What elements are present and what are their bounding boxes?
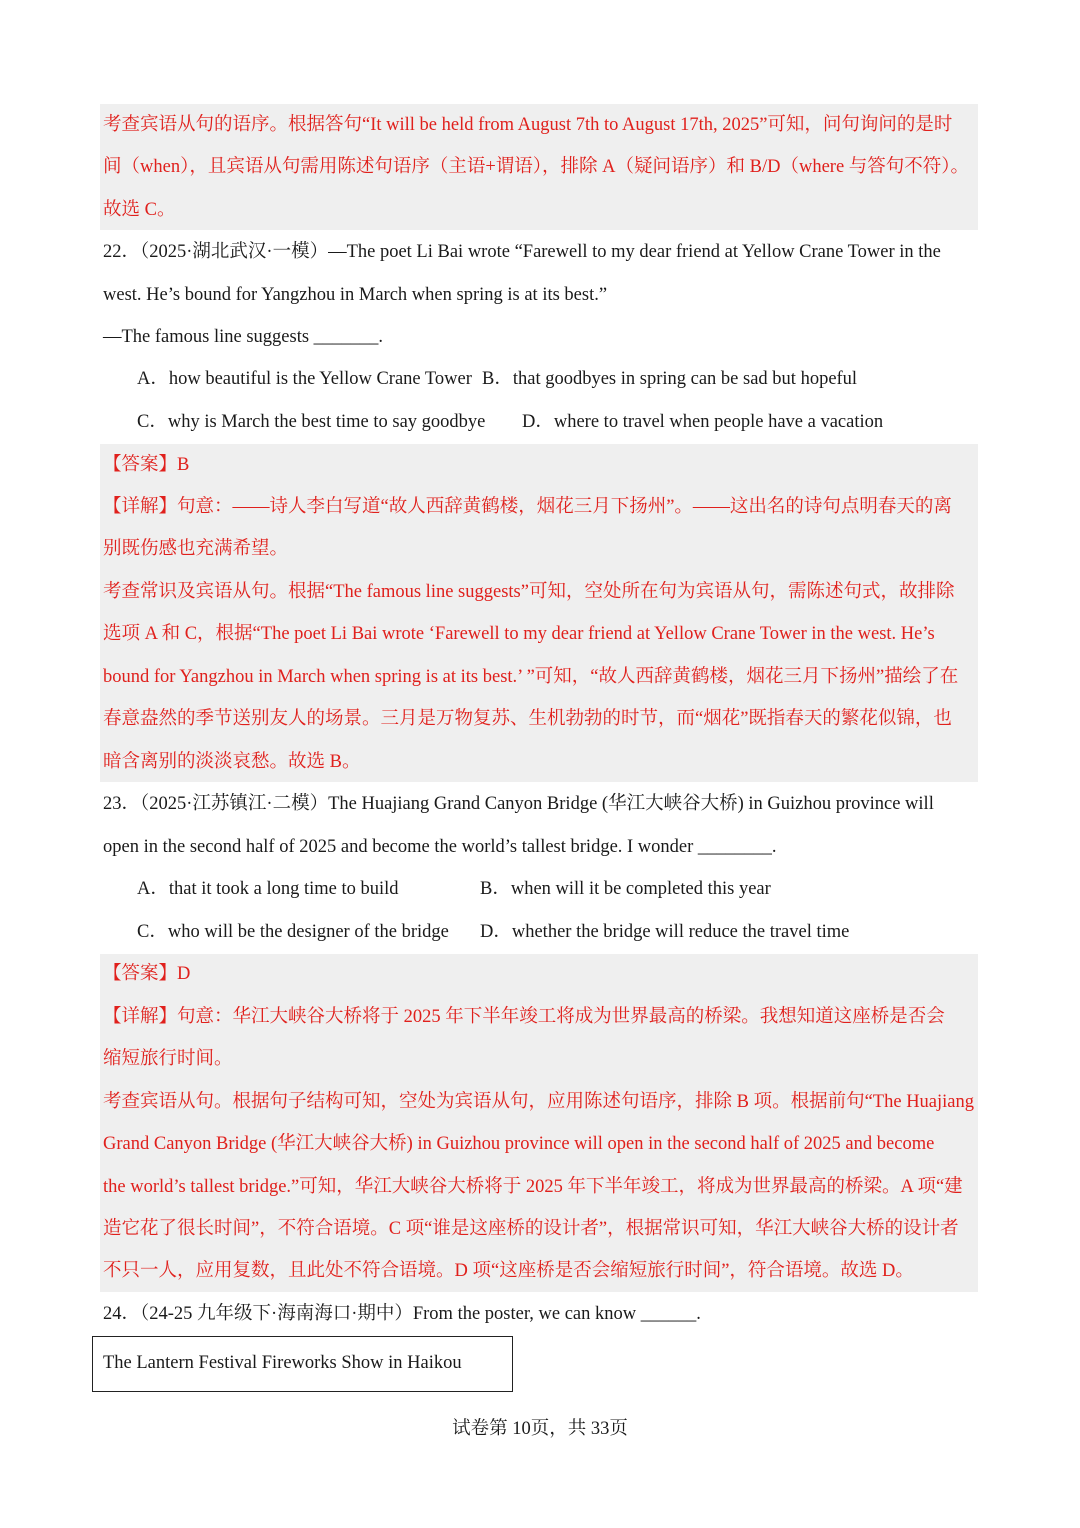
q23-option-b: B．when will it be completed this year <box>480 879 771 899</box>
q23-answer: 【答案】D <box>103 964 191 984</box>
page-footer: 试卷第 10页，共 33页 <box>452 1419 628 1439</box>
q23-detail-line: 造它花了很长时间”，不符合语境。C 项“谁是这座桥的设计者”，根据常识可知，华江大峡谷大桥的设计者 <box>103 1219 959 1239</box>
q22-detail-line: 考查常识及宾语从句。根据“The famous line suggests”可知，空处所在句为宾语从句，需陈述句式，故排除 <box>103 582 955 602</box>
q23-option-a: A．that it took a long time to build <box>137 879 399 899</box>
q23-option-d: D．whether the bridge will reduce the travel time <box>480 922 850 942</box>
q22-detail-line: 别既伤感也充满希望。 <box>103 539 289 559</box>
q24-stem: 24．（24-25 九年级下·海南海口·期中）From the poster, we can know ______. <box>103 1304 701 1324</box>
q23-stem-line: open in the second half of 2025 and become the world’s tallest bridge. I wonder ________. <box>103 837 777 857</box>
q23-option-c: C．who will be the designer of the bridge <box>137 922 449 942</box>
q22-stem-line: 22．（2025·湖北武汉·一模）—The poet Li Bai wrote “Farewell to my dear friend at Yellow Crane Tower in the <box>103 242 941 262</box>
q22-detail-line: 暗含离别的淡淡哀愁。故选 B。 <box>103 752 361 772</box>
poster-title: The Lantern Festival Fireworks Show in Haikou <box>103 1353 462 1373</box>
q21-exp-line: 考查宾语从句的语序。根据答句“It will be held from August 7th to August 17th, 2025”可知，问句询问的是时 <box>103 115 953 135</box>
q22-option-d: D．where to travel when people have a vacation <box>522 412 884 432</box>
q22-detail-line: 【详解】句意：——诗人李白写道“故人西辞黄鹤楼，烟花三月下扬州”。——这出名的诗句点明春天的离 <box>103 497 952 517</box>
q23-stem-line: 23．（2025·江苏镇江·二模）The Huajiang Grand Canyon Bridge (华江大峡谷大桥) in Guizhou province will <box>103 794 934 814</box>
q23-detail-line: 缩短旅行时间。 <box>103 1049 233 1069</box>
q23-detail-line: 考查宾语从句。根据句子结构可知，空处为宾语从句，应用陈述句语序，排除 B 项。根据前句“The Huajiang <box>103 1092 975 1112</box>
q21-exp-line: 故选 C。 <box>103 200 176 220</box>
q22-answer: 【答案】B <box>103 455 190 475</box>
q21-exp-line: 间（when），且宾语从句需用陈述句语序（主语+谓语），排除 A（疑问语序）和 B/D（where 与答句不符）。 <box>103 157 970 177</box>
q22-stem-line: —The famous line suggests _______. <box>103 327 384 347</box>
q23-detail-line: the world’s tallest bridge.”可知，华江大峡谷大桥将于 2025 年下半年竣工，将成为世界最高的桥梁。A 项“建 <box>103 1177 963 1197</box>
q22-option-a: A．how beautiful is the Yellow Crane Tower <box>137 369 472 389</box>
q22-detail-line: bound for Yangzhou in March when spring is at its best.’ ”可知，“故人西辞黄鹤楼，烟花三月下扬州”描绘了在 <box>103 667 959 687</box>
q23-detail-line: 不只一人，应用复数，且此处不符合语境。D 项“这座桥是否会缩短旅行时间”，符合语境。故选 D。 <box>103 1261 914 1281</box>
q22-option-c: C．why is March the best time to say goodbye <box>137 412 486 432</box>
q23-detail-line: 【详解】句意：华江大峡谷大桥将于 2025 年下半年竣工将成为世界最高的桥梁。我想知道这座桥是否会 <box>103 1007 945 1027</box>
q22-detail-line: 春意盎然的季节送别友人的场景。三月是万物复苏、生机勃勃的时节，而“烟花”既指春天的繁花似锦，也 <box>103 709 952 729</box>
q23-detail-line: Grand Canyon Bridge (华江大峡谷大桥) in Guizhou province will open in the second half of 2025 and become <box>103 1134 935 1154</box>
q22-stem-line: west. He’s bound for Yangzhou in March when spring is at its best.” <box>103 285 608 305</box>
q22-detail-line: 选项 A 和 C，根据“The poet Li Bai wrote ‘Farewell to my dear friend at Yellow Crane Tower in the west. He’s <box>103 624 935 644</box>
poster-box <box>92 1336 513 1392</box>
q22-option-b: B．that goodbyes in spring can be sad but hopeful <box>482 369 858 389</box>
